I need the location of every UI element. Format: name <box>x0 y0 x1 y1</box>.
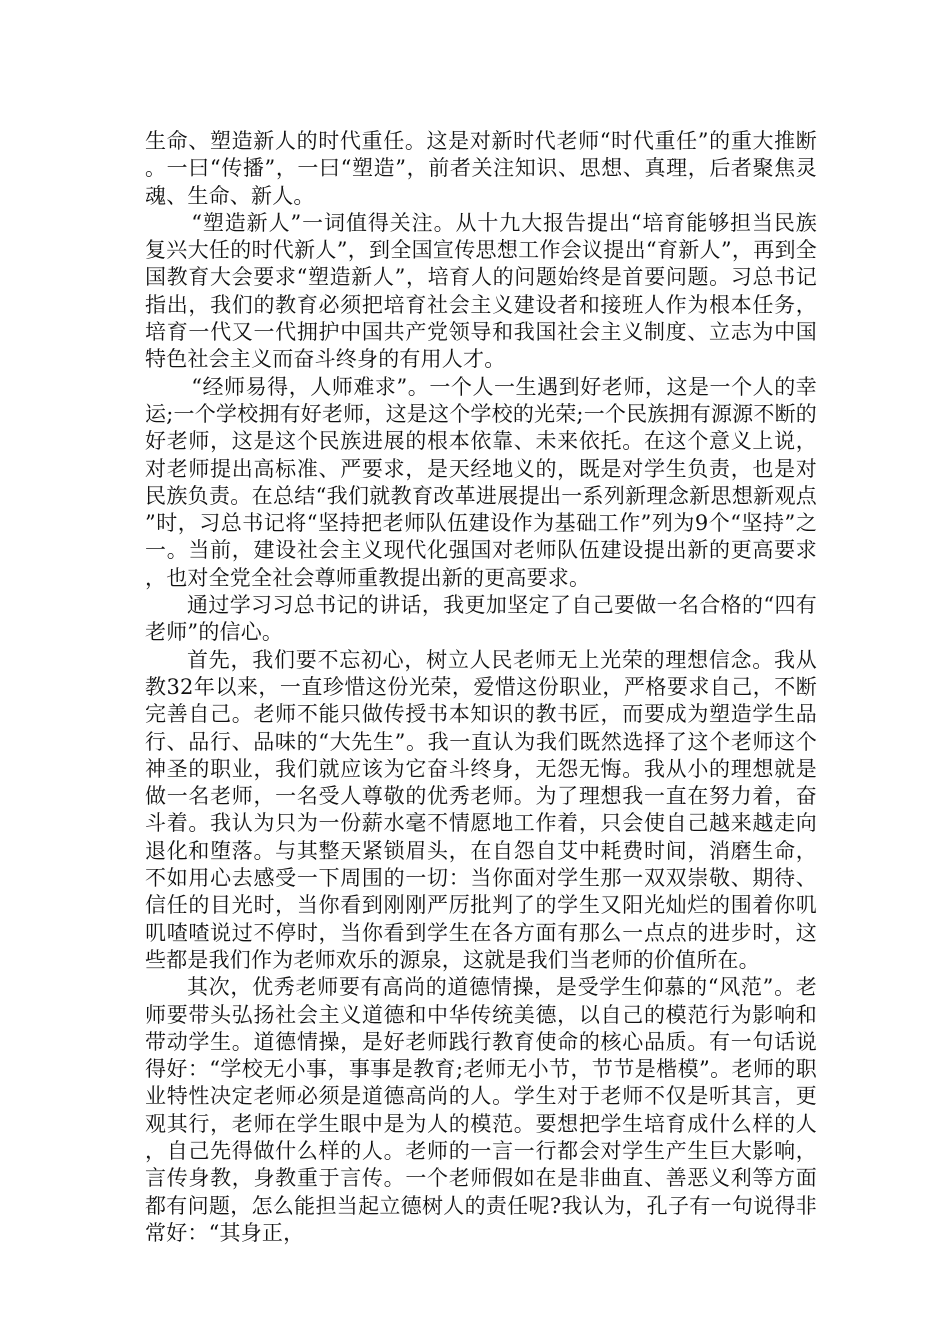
document-body <box>145 128 817 1247</box>
paragraph-4: 通过学习习总书记的讲话，我更加坚定了自己要做一名合格的“四有老师”的信心。 <box>145 593 817 645</box>
paragraph-1: 生命、塑造新人的时代重任。这是对新时代老师“时代重任”的重大推断。一曰“传播”，一曰“塑造”，前者关注知识、思想、真理，后者聚焦灵魂、生命、新人。 <box>145 129 817 208</box>
paragraph-3: “经师易得，人师难求”。一个人一生遇到好老师，这是一个人的幸运;一个学校拥有好老师，这是这个学校的光荣;一个民族拥有源源不断的好老师，这是这个民族进展的根本依靠、未来依托。在这个意义上说，对老师提出高标准、严要求，是天经地义的，既是对学生负责，也是对民族负责。在总结“我们就教育改革进展提出一系列新理念新思想新观点”时，习总书记将“坚持把老师队伍建设作为基础工作”列为9个“坚持”之一。当前，建设社会主义现代化强国对老师队伍建设提出新的更高要求，也对全党全社会尊师重教提出新的更高要求。 <box>145 374 817 590</box>
paragraph-6: 其次，优秀老师要有高尚的道德情操，是受学生仰慕的“风范”。老师要带头弘扬社会主义道德和中华传统美德，以自己的模范行为影响和带动学生。道德情操，是好老师践行教育使命的核心品质。有一句话说得好：“学校无小事，事事是教育;老师无小节，节节是楷模”。老师的职业特性决定老师必须是道德高尚的人。学生对于老师不仅是听其言，更观其行，老师在学生眼中是为人的模范。要想把学生培育成什么样的人，自己先得做什么样的人。老师的一言一行都会对学生产生巨大影响，言传身教，身教重于言传。一个老师假如在是非曲直、善恶义利等方面都有问题，怎么能担当起立德树人的责任呢?我认为，孔子有一句说得非常好：“其身正， <box>145 975 817 1245</box>
paragraph-2: “塑造新人”一词值得关注。从十九大报告提出“培育能够担当民族复兴大任的时代新人”，到全国宣传思想工作会议提出“育新人”，再到全国教育大会要求“塑造新人”，培育人的问题始终是首要问题。习总书记指出，我们的教育必须把培育社会主义建设者和接班人作为根本任务，培育一代又一代拥护中国共产党领导和我国社会主义制度、立志为中国特色社会主义而奋斗终身的有用人才。 <box>145 210 817 372</box>
paragraph-5: 首先，我们要不忘初心，树立人民老师无上光荣的理想信念。我从教32年以来，一直珍惜这份光荣，爱惜这份职业，严格要求自己，不断完善自己。老师不能只做传授书本知识的教书匠，而要成为塑造学生品行、品行、品味的“大先生”。我一直认为我们既然选择了这个老师这个神圣的职业，我们就应该为它奋斗终身，无怨无悔。我从小的理想就是做一名老师，一名受人尊敬的优秀老师。为了理想我一直在努力着，奋斗着。我认为只为一份薪水毫不情愿地工作着，只会使自己越来越走向退化和堕落。与其整天紧锁眉头，在自怨自艾中耗费时间，消磨生命，不如用心去感受一下周围的一切：当你面对学生那一双双崇敬、期待、信任的目光时，当你看到刚刚严厉批判了的学生又阳光灿烂的围着你叽叽喳喳说过不停时，当你看到学生在各方面有那么一点点的进步时，这些都是我们作为老师欢乐的源泉，这就是我们当老师的价值所在。 <box>145 647 817 972</box>
